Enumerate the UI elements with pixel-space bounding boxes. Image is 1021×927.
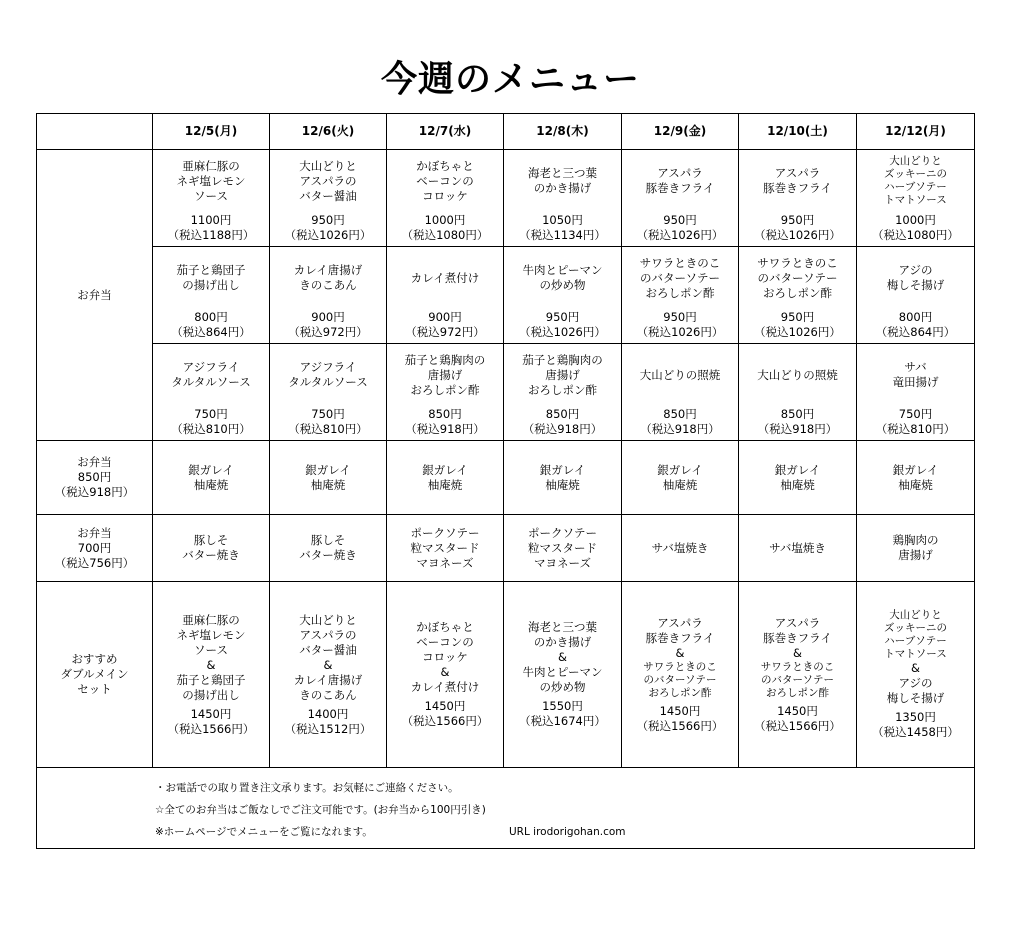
header-row <box>37 114 975 150</box>
dish-name: かぼちゃと ベーコンの コロッケ <box>416 158 474 203</box>
dish-price: 950円 （税込1026円） <box>754 213 841 242</box>
dish-price: 950円 （税込1026円） <box>519 310 606 339</box>
dish-price: 800円 （税込864円） <box>171 310 251 339</box>
dish-price: 1050円 （税込1134円） <box>519 213 606 242</box>
dish-price: 1450円 （税込1566円） <box>636 703 724 733</box>
menu-cell: 豚しそ バター焼き <box>153 515 270 582</box>
menu-cell: 銀ガレイ 柚庵焼 <box>387 441 504 515</box>
dish-name: 大山どりの照焼 <box>639 367 721 382</box>
menu-cell <box>270 344 387 441</box>
menu-cell: 銀ガレイ 柚庵焼 <box>153 441 270 515</box>
dish-name: カレイ煮付け <box>410 270 480 285</box>
menu-cell <box>857 247 975 344</box>
menu-cell <box>153 247 270 344</box>
menu-cell: ポークソテー 粒マスタード マヨネーズ <box>387 515 504 582</box>
menu-cell <box>153 344 270 441</box>
bento-row <box>37 150 975 247</box>
dish-price: 750円 （税込810円） <box>171 407 251 436</box>
dish-price: 1450円 （税込1566円） <box>401 699 489 728</box>
menu-cell <box>504 344 622 441</box>
menu-cell: サバ塩焼き <box>622 515 739 582</box>
dish-name: サバ 竜田揚げ <box>892 360 939 389</box>
menu-cell: 豚しそ バター焼き <box>270 515 387 582</box>
dish-price: 1100円 （税込1188円） <box>167 213 255 242</box>
dish-price: 950円 （税込1026円） <box>754 310 841 339</box>
menu-cell <box>739 582 857 768</box>
dish-name: 大山どりと ズッキーニの ハーブソテー トマトソース <box>884 609 947 660</box>
dish-name: アスパラ 豚巻きフライ <box>645 166 715 195</box>
menu-cell <box>622 150 739 247</box>
row-label-bento-850: お弁当 850円 （税込918円） <box>37 441 153 515</box>
row-label-combo: おすすめ ダブルメイン セット <box>37 582 153 768</box>
dish-name: アジの 梅しそ揚げ <box>886 263 945 292</box>
dish-name: アジフライ タルタルソース <box>288 360 368 389</box>
menu-cell <box>739 150 857 247</box>
page-title: 今週のメニュー <box>380 59 640 100</box>
menu-cell <box>153 150 270 247</box>
day-header: 12/10(土) <box>739 114 857 150</box>
menu-cell <box>504 247 622 344</box>
menu-cell <box>387 150 504 247</box>
dish-name: 牛肉とピーマン の炒め物 <box>522 263 603 292</box>
ampersand: & <box>675 645 685 660</box>
corner-cell <box>37 114 153 150</box>
row-label-bento: お弁当 <box>37 150 153 441</box>
dish-price: 850円 （税込918円） <box>405 407 485 436</box>
bento-row <box>37 247 975 344</box>
dish-price: 1450円 （税込1566円） <box>167 706 255 736</box>
menu-cell <box>153 582 270 768</box>
website-url[interactable]: URL irodorigohan.com <box>509 826 626 838</box>
menu-cell: 鶏胸肉の 唐揚げ <box>857 515 975 582</box>
menu-cell <box>857 344 975 441</box>
menu-cell: 銀ガレイ 柚庵焼 <box>270 441 387 515</box>
note-homepage: ※ホームページでメニューをご覧になれます。 <box>155 826 373 838</box>
menu-cell <box>622 344 739 441</box>
dish-price: 950円 （税込1026円） <box>284 213 372 242</box>
menu-cell <box>504 150 622 247</box>
dish-price: 850円 （税込918円） <box>640 407 720 436</box>
dish-name: 大山どりと アスパラの バター醤油 <box>299 612 357 657</box>
menu-cell: 銀ガレイ 柚庵焼 <box>504 441 622 515</box>
menu-cell <box>270 247 387 344</box>
ampersand: & <box>793 645 802 660</box>
menu-cell: ポークソテー 粒マスタード マヨネーズ <box>504 515 622 582</box>
dish-name: 茄子と鶏団子 の揚げ出し <box>176 263 246 292</box>
dish-price: 850円 （税込918円） <box>757 407 838 436</box>
bento-850-row <box>37 441 975 515</box>
dish-price: 950円 （税込1026円） <box>636 213 724 242</box>
dish-name: 牛肉とピーマン の炒め物 <box>522 665 603 694</box>
row-label-bento-700: お弁当 700円 （税込756円） <box>37 515 153 582</box>
bento-row <box>37 344 975 441</box>
ampersand: & <box>323 657 333 672</box>
dish-name: カレイ唐揚げ きのこあん <box>293 263 363 292</box>
dish-name: サワラときのこ のバターソテー おろしポン酢 <box>643 660 717 699</box>
dish-price: 1000円 （税込1080円） <box>401 213 489 242</box>
ampersand: & <box>911 661 920 675</box>
dish-price: 850円 （税込918円） <box>522 407 603 436</box>
menu-cell <box>857 150 975 247</box>
dish-name: アジの 梅しそ揚げ <box>886 676 945 705</box>
dish-price: 900円 （税込972円） <box>288 310 368 339</box>
dish-name: 亜麻仁豚の ネギ塩レモン ソース <box>176 612 246 657</box>
dish-price: 1350円 （税込1458円） <box>872 710 959 739</box>
dish-name: アジフライ タルタルソース <box>171 360 251 389</box>
dish-name: サワラときのこ のバターソテー おろしポン酢 <box>757 255 838 300</box>
dish-name: 大山どりと ズッキーニの ハーブソテー トマトソース <box>884 155 947 206</box>
dish-price: 1400円 （税込1512円） <box>284 706 372 736</box>
ampersand: & <box>206 657 216 672</box>
menu-cell <box>387 344 504 441</box>
notes-row <box>37 768 975 849</box>
dish-name: 茄子と鶏胸肉の 唐揚げ おろしポン酢 <box>522 352 603 397</box>
dish-name: 海老と三つ葉 のかき揚げ <box>528 620 597 649</box>
menu-cell <box>622 247 739 344</box>
dish-name: 海老と三つ葉 のかき揚げ <box>528 166 597 195</box>
dish-name: 亜麻仁豚の ネギ塩レモン ソース <box>176 158 246 203</box>
note-no-rice: ☆全てのお弁当はご飯なしでご注文可能です。(お弁当から100円引き) <box>155 804 486 816</box>
menu-cell: 銀ガレイ 柚庵焼 <box>622 441 739 515</box>
bento-700-row <box>37 515 975 582</box>
menu-cell: 銀ガレイ 柚庵焼 <box>857 441 975 515</box>
dish-price: 1450円 （税込1566円） <box>754 703 841 733</box>
menu-cell: 銀ガレイ 柚庵焼 <box>739 441 857 515</box>
menu-cell <box>504 582 622 768</box>
menu-cell <box>270 582 387 768</box>
dish-price: 1000円 （税込1080円） <box>872 213 959 242</box>
dish-name: アスパラ 豚巻きフライ <box>645 615 715 645</box>
ampersand: & <box>440 665 450 679</box>
day-header: 12/8(木) <box>504 114 622 150</box>
menu-cell <box>622 582 739 768</box>
menu-cell <box>270 150 387 247</box>
day-header: 12/9(金) <box>622 114 739 150</box>
dish-name: サワラときのこ のバターソテー おろしポン酢 <box>639 255 721 300</box>
day-header: 12/12(月) <box>857 114 975 150</box>
notes-cell <box>37 768 975 849</box>
menu-cell <box>739 247 857 344</box>
dish-name: アスパラ 豚巻きフライ <box>763 615 832 645</box>
day-header: 12/7(水) <box>387 114 504 150</box>
ampersand: & <box>558 650 567 664</box>
dish-name: 茄子と鶏団子 の揚げ出し <box>176 672 246 702</box>
dish-price: 950円 （税込1026円） <box>636 310 724 339</box>
dish-name: カレイ煮付け <box>410 680 480 694</box>
day-header: 12/5(月) <box>153 114 270 150</box>
combo-row <box>37 582 975 768</box>
menu-cell <box>739 344 857 441</box>
dish-price: 750円 （税込810円） <box>875 407 956 436</box>
dish-name: 大山どりの照焼 <box>757 367 838 382</box>
dish-price: 1550円 （税込1674円） <box>519 699 606 728</box>
menu-cell <box>857 582 975 768</box>
dish-price: 750円 （税込810円） <box>288 407 368 436</box>
day-header: 12/6(火) <box>270 114 387 150</box>
dish-name: アスパラ 豚巻きフライ <box>763 166 832 195</box>
menu-cell <box>387 582 504 768</box>
menu-cell <box>387 247 504 344</box>
dish-price: 800円 （税込864円） <box>875 310 956 339</box>
note-phone-order: ・お電話での取り置き注文承ります。お気軽にご連絡ください。 <box>155 782 459 794</box>
dish-name: 茄子と鶏胸肉の 唐揚げ おろしポン酢 <box>404 352 486 397</box>
menu-cell: サバ塩焼き <box>739 515 857 582</box>
dish-price: 900円 （税込972円） <box>405 310 485 339</box>
dish-name: カレイ唐揚げ きのこあん <box>293 672 363 702</box>
dish-name: 大山どりと アスパラの バター醤油 <box>299 158 357 203</box>
dish-name: かぼちゃと ベーコンの コロッケ <box>416 620 474 664</box>
weekly-menu-table <box>36 113 975 849</box>
dish-name: サワラときのこ のバターソテー おろしポン酢 <box>760 660 835 699</box>
